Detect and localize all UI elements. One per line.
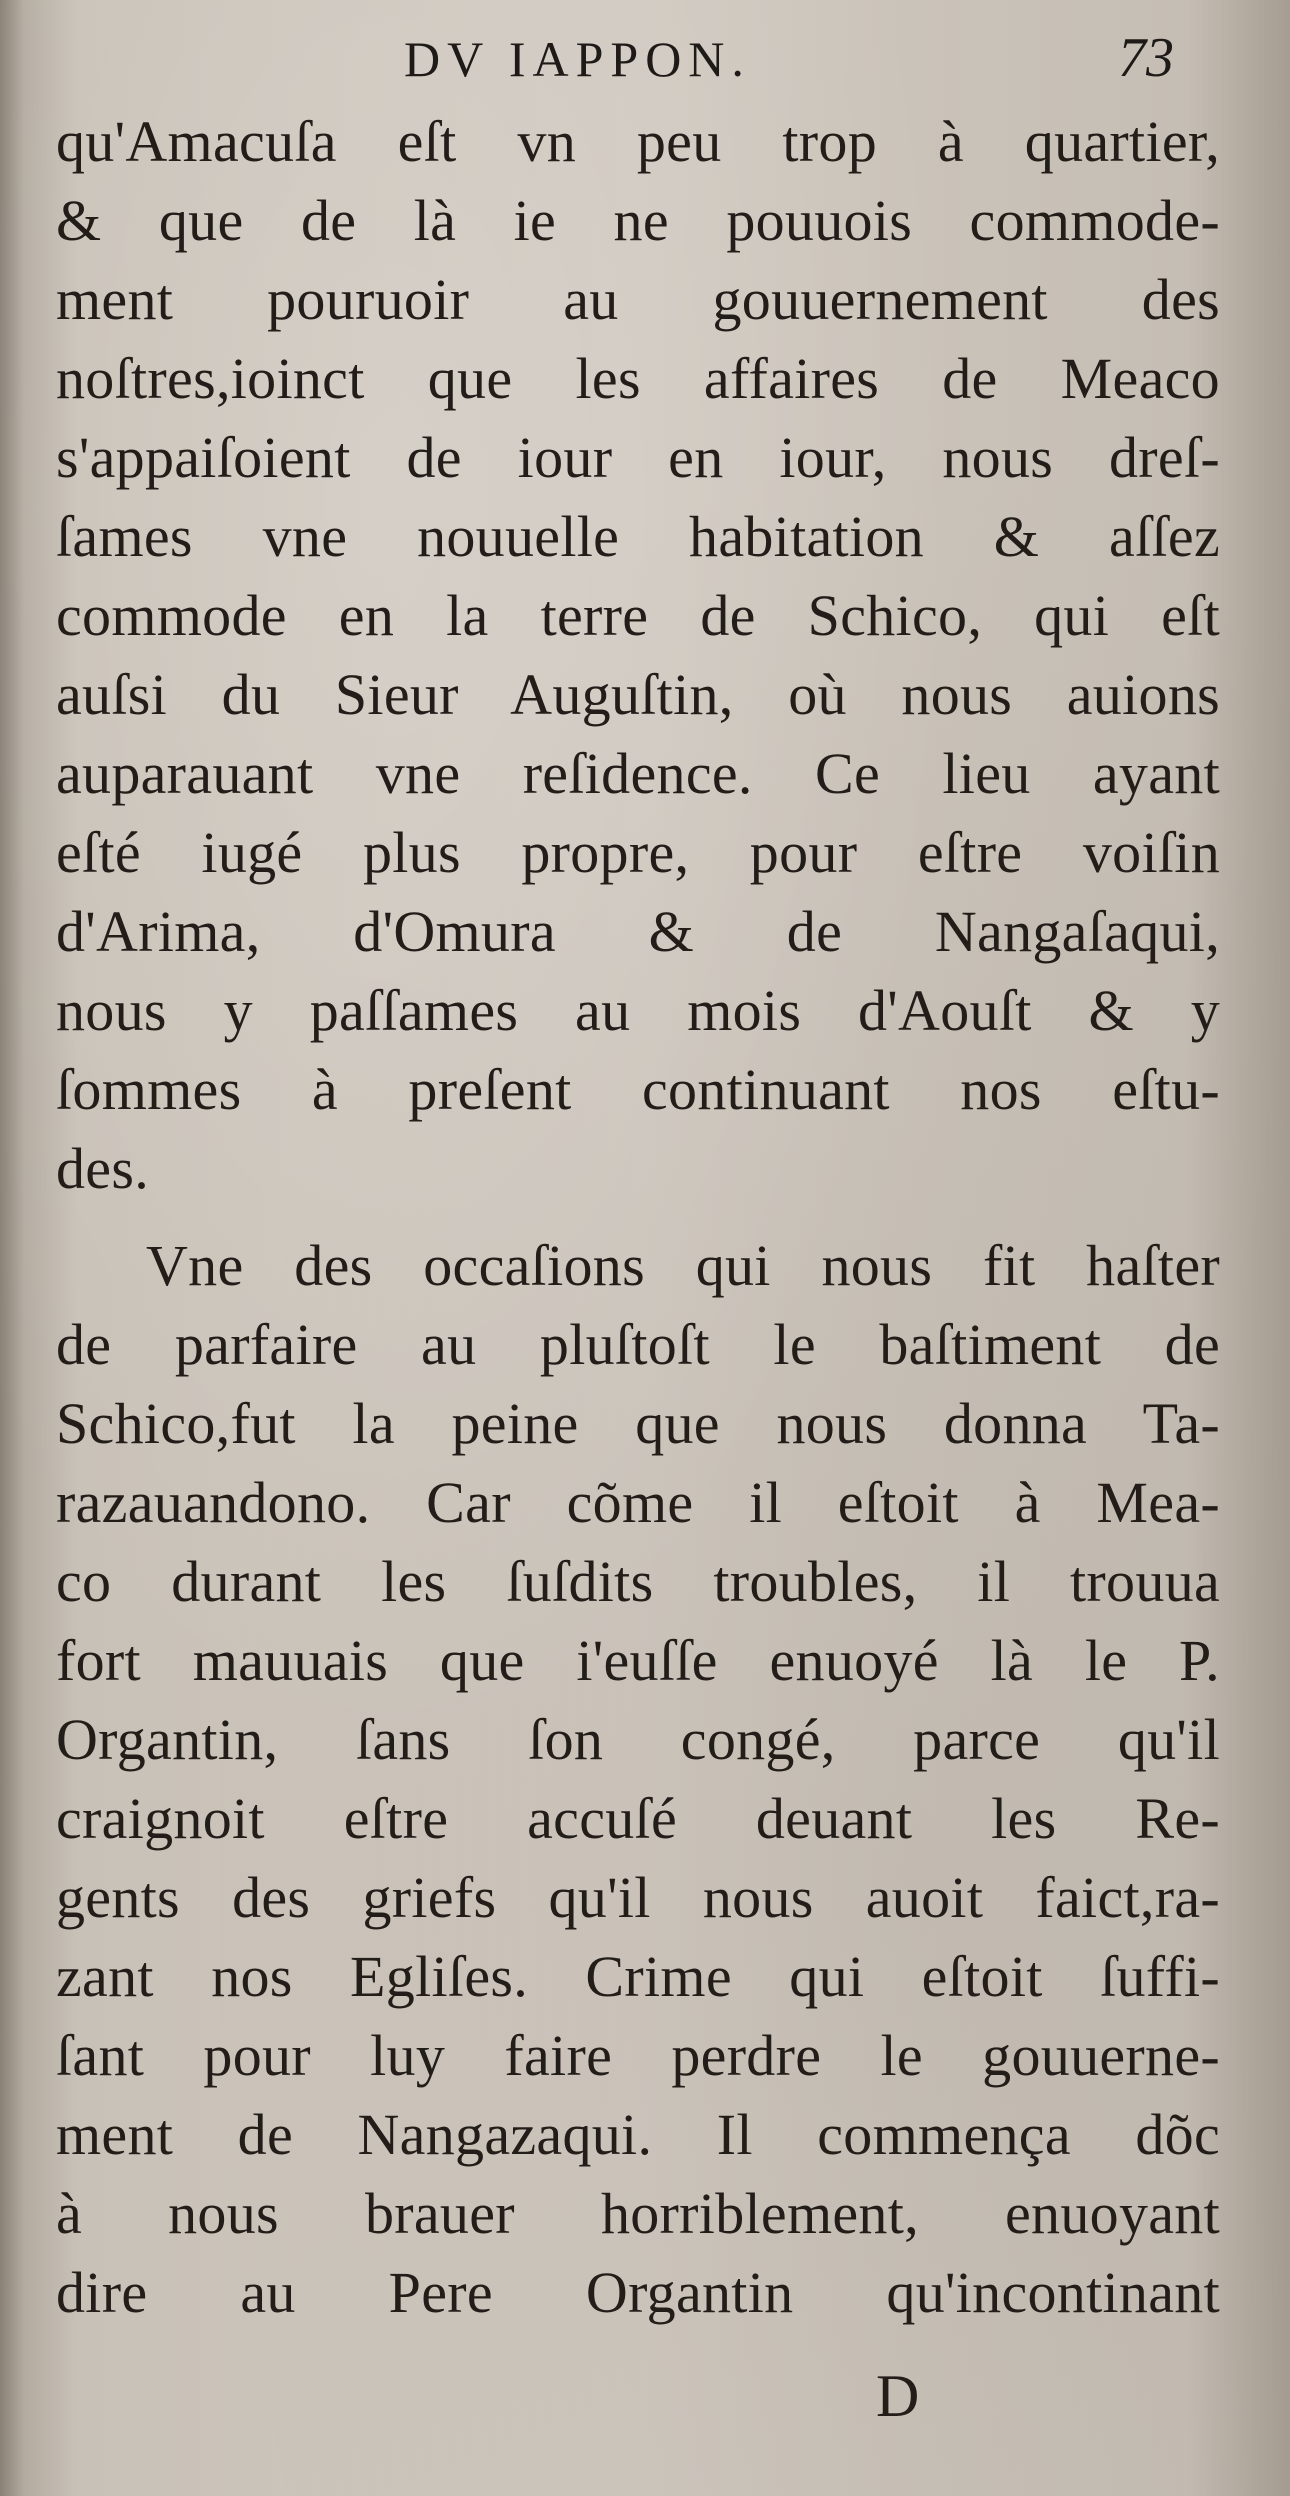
text-line: ment pouruoir au gouuernement des xyxy=(56,267,1220,332)
text-line: ſant pour luy faire perdre le gouuerne- xyxy=(56,2023,1220,2088)
paragraph-gap xyxy=(56,1208,1220,1226)
text-line: & que de là ie ne pouuois commode- xyxy=(56,188,1220,253)
text-line: d'Arima, d'Omura & de Nangaſaqui, xyxy=(56,899,1220,964)
text-line: ment de Nangazaqui. Il commença dõc xyxy=(56,2102,1220,2167)
text-line: nous y paſſames au mois d'Aouſt & y xyxy=(56,978,1220,1043)
text-line: craignoit eſtre accuſé deuant les Re- xyxy=(56,1786,1220,1851)
signature-mark: D xyxy=(876,2363,920,2429)
text-line: co durant les ſuſdits troubles, il trouua xyxy=(56,1549,1220,1614)
text-line: noſtres,ioinct que les affaires de Meaco xyxy=(56,346,1220,411)
text-line: ſommes à preſent continuant nos eſtu- xyxy=(56,1057,1220,1122)
text-line: commode en la terre de Schico, qui eſt xyxy=(56,583,1220,648)
text-line: Vne des occaſions qui nous fit haſter xyxy=(146,1233,1220,1298)
text-line: razauandono. Car cõme il eſtoit à Mea- xyxy=(56,1470,1220,1535)
page-number: 73 xyxy=(1118,27,1174,89)
text-line: qu'Amacuſa eſt vn peu trop à quartier, xyxy=(56,109,1220,174)
text-line: ſames vne nouuelle habitation & aſſez xyxy=(56,504,1220,569)
text-line: eſté iugé plus propre, pour eſtre voiſin xyxy=(56,820,1220,885)
text-line: s'appaiſoient de iour en iour, nous dreſ- xyxy=(56,425,1220,490)
running-title: DV IAPPON. xyxy=(404,31,751,87)
page-edge-shadow xyxy=(0,0,24,2496)
text-line: auſsi du Sieur Auguſtin, où nous auions xyxy=(56,662,1220,727)
text-line: de parfaire au pluſtoſt le baſtiment de xyxy=(56,1312,1220,1377)
body-text xyxy=(56,102,1220,2332)
text-line: Schico,fut la peine que nous donna Ta- xyxy=(56,1391,1220,1456)
text-line: auparauant vne reſidence. Ce lieu ayant xyxy=(56,741,1220,806)
text-line: gents des griefs qu'il nous auoit faict,ra- xyxy=(56,1865,1220,1930)
text-line: fort mauuais que i'euſſe enuoyé là le P. xyxy=(56,1628,1220,1693)
page-header xyxy=(0,27,1290,100)
text-line: Organtin, ſans ſon congé, parce qu'il xyxy=(56,1707,1220,1772)
text-line: zant nos Egliſes. Crime qui eſtoit ſuffi- xyxy=(56,1944,1220,2009)
text-line: des. xyxy=(56,1136,150,1201)
text-line: dire au Pere Organtin qu'incontinant xyxy=(56,2260,1220,2325)
text-line: à nous brauer horriblement, enuoyant xyxy=(56,2181,1220,2246)
